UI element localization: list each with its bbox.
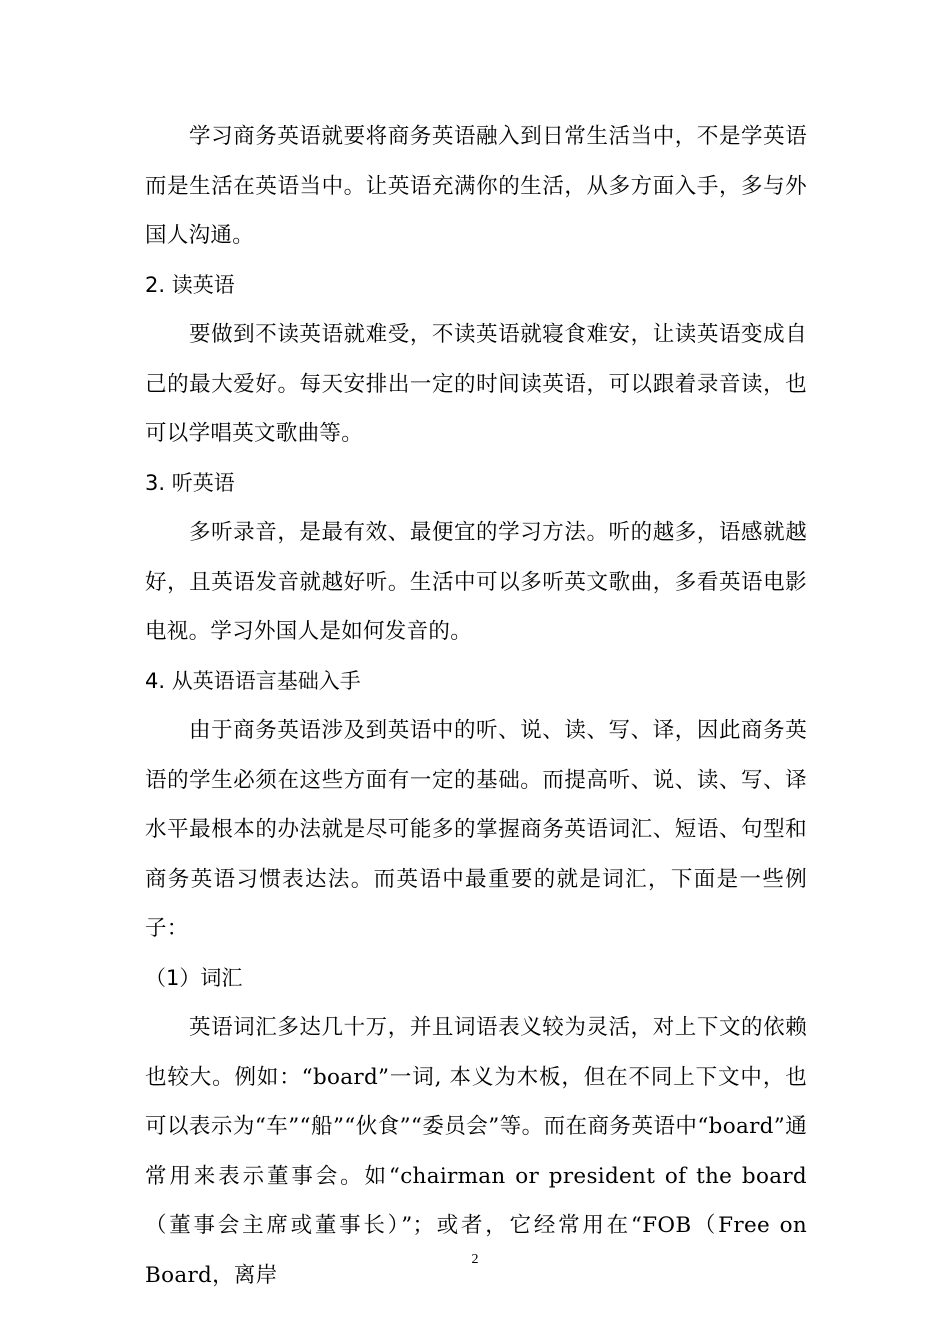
paragraph-vocabulary: 英语词汇多达几十万，并且词语表义较为灵活，对上下文的依赖也较大。例如：“board”一词, 本义为木板，但在不同上下文中，也可以表示为“车”“船”“伙食”“委员会”等。而在商务英语中“board”通常用来表示董事会。如“chairman or president of the board（董事会主席或董事长）”；或者，它经常用在“FOB（Free on Board，离岸 xyxy=(145,1015,807,1288)
section-heading-listen-english: 3. 听英语 xyxy=(145,470,235,495)
paragraph-read-english: 要做到不读英语就难受，不读英语就寝食难安，让读英语变成自己的最大爱好。每天安排出一定的时间读英语，可以跟着录音读，也可以学唱英文歌曲等。 xyxy=(145,322,807,446)
section-heading-language-basics: 4. 从英语语言基础入手 xyxy=(145,668,361,693)
document-body xyxy=(145,112,807,1300)
paragraph-listen-english: 多听录音，是最有效、最便宜的学习方法。听的越多，语感就越好，且英语发音就越好听。生活中可以多听英文歌曲，多看英语电影电视。学习外国人是如何发音的。 xyxy=(145,520,807,644)
section-heading-read-english: 2. 读英语 xyxy=(145,272,235,297)
page-number: 2 xyxy=(471,1252,479,1267)
subsection-heading-vocabulary: （1）词汇 xyxy=(145,965,243,990)
paragraph-language-basics: 由于商务英语涉及到英语中的听、说、读、写、译，因此商务英语的学生必须在这些方面有一定的基础。而提高听、说、读、写、译水平最根本的办法就是尽可能多的掌握商务英语词汇、短语、句型和商务英语习惯表达法。而英语中最重要的就是词汇，下面是一些例子： xyxy=(145,718,807,941)
paragraph-intro: 学习商务英语就要将商务英语融入到日常生活当中，不是学英语而是生活在英语当中。让英语充满你的生活，从多方面入手，多与外国人沟通。 xyxy=(145,124,807,248)
